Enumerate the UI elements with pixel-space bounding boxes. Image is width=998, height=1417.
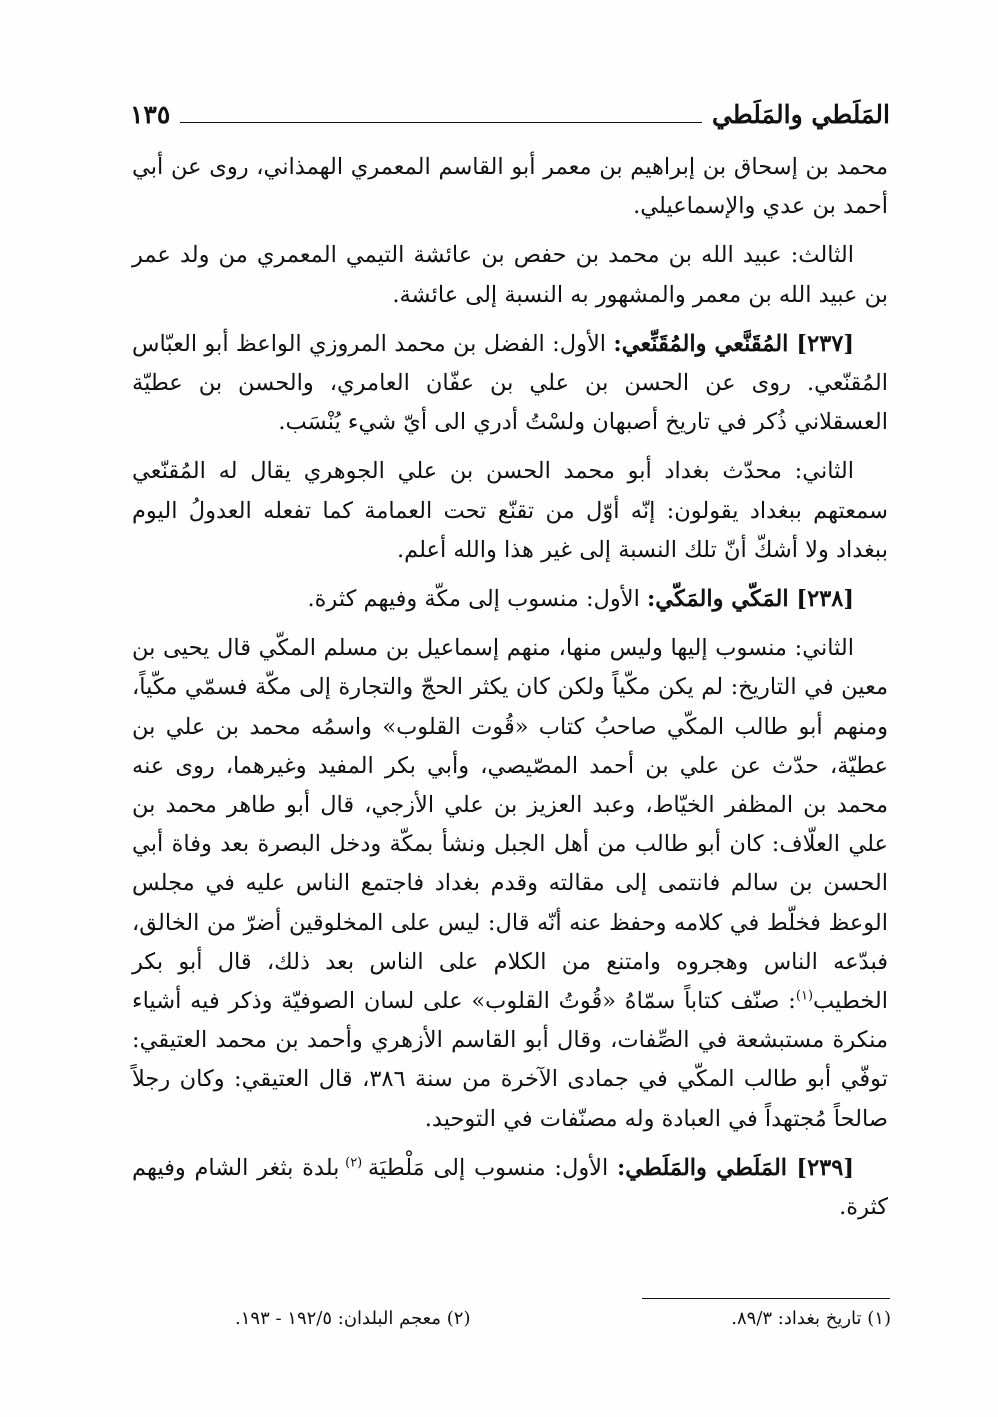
footnote-2: (٢) معجم البلدان: ١٩٢/٥ - ١٩٣. (235, 1308, 471, 1329)
paragraph-1 (132, 148, 888, 226)
paragraph-text: محمد بن إسحاق بن إبراهيم بن معمر أبو القاسم المعمري الهمذاني، روى عن أبي أحمد بن عدي والإسماعيلي. (132, 154, 888, 220)
paragraph-text: الأول: منسوب إلى مَلْطيَة (367, 1154, 617, 1181)
page-number: ١٣٥ (130, 100, 171, 129)
entry-239 (132, 1149, 888, 1227)
footnote-ref-1: (١) (795, 988, 814, 1004)
footnote-1: (١) تاريخ بغداد: ٨٩/٣. (731, 1308, 891, 1329)
footnote-rule (642, 1298, 890, 1299)
paragraph-text: الثاني: منسوب إليها وليس منها، منهم إسماعيل بن مسلم المكّي قال يحيى بن معين في التاريخ: لم يكن مكّياً ولكن كان يكثر الحجّ والتجارة إلى مكّة فسمّي مكّياً، ومنهم أبو طالب المكّي صاحبُ كتاب «قُوت القلوب» واسمُه محمد بن علي بن عطيّة، حدّث عن علي بن أحمد المصّيصي، وأبي بكر المفيد وغيرهما، روى عنه محمد بن المظفر الخيّاط، وعبد العزيز بن علي الأزجي، قال أبو طاهر محمد بن علي العلّاف: كان أبو طالب من أهل الجبل ونشأ بمكّة ودخل البصرة بعد وفاة أبي الحسن بن سالم فانتمى إلى مقالته وقدم بغداد فاجتمع الناس عليه في مجلس الوعظ فخلّط في كلامه وحفظ عنه أنّه قال: ليس على المخلوقين أضرّ من الخالق، فبدّعه الناس وهجروه وامتنع من الكلام على الناس بعد ذلك، قال أبو بكر الخطيب (132, 635, 888, 1015)
entry-238 (132, 580, 888, 619)
footnotes (235, 1306, 891, 1332)
entry-heading: [٢٣٨] المَكّي والمَكّي: (647, 586, 854, 613)
paragraph-text-continued: : صنّف كتاباً سمّاهُ «قُوتُ القلوب» على لسان الصوفيّة وذكر فيه أشياء منكرة مستبشعة في الصِّفات، وقال أبو القاسم الأزهري وأحمد بن محمد العتيقي: توفّي أبو طالب المكّي في جمادى الآخرة من سنة ٣٨٦، قال العتيقي: وكان رجلاً صالحاً مُجتهداً في العبادة وله مصنّفات في التوحيد. (132, 988, 888, 1132)
paragraph-text: الأول: الفضل بن محمد المروزي الواعظ أبو العبّاس المُقنّعي. روى عن الحسن بن علي بن عفّان العامري، والحسن بن عطيّة العسقلاني ذُكر في تاريخ أصبهان ولسْتُ أدري الى أيّ شيء يُنْسَب. (132, 330, 888, 436)
paragraph-2 (132, 236, 888, 314)
paragraph-text: الأول: منسوب إلى مكّة وفيهم كثرة. (307, 586, 647, 613)
page-body (132, 148, 888, 1237)
running-header (130, 92, 890, 132)
entry-237 (132, 325, 888, 443)
header-rule (180, 122, 702, 123)
paragraph-4 (132, 452, 888, 570)
paragraph-6 (132, 629, 888, 1139)
paragraph-text-continued: بلدة بثغر الشام وفيهم كثرة. (132, 1154, 888, 1221)
entry-heading: [٢٣٧] المُقَنَّعي والمُقَنِّعي: (613, 330, 854, 357)
entry-heading: [٢٣٩] المَلَطي والمَلَطي: (616, 1154, 855, 1181)
paragraph-text: الثاني: محدّث بغداد أبو محمد الحسن بن علي الجوهري يقال له المُقنّعي سمعتهم ببغداد يقولون: إنّه أوّل من تقنّع تحت العمامة كما تفعله العدولُ اليوم ببغداد ولا أشكّ أنّ تلك النسبة إلى غير هذا والله أعلم. (132, 458, 888, 563)
footnote-ref-2: (٢) (339, 1155, 368, 1171)
paragraph-text: الثالث: عبيد الله بن محمد بن حفص بن عائشة التيمي المعمري من ولد عمر بن عبيد الله بن معمر والمشهور به النسبة إلى عائشة. (132, 242, 888, 308)
header-title: المَلَطي والمَلَطي (711, 100, 890, 129)
